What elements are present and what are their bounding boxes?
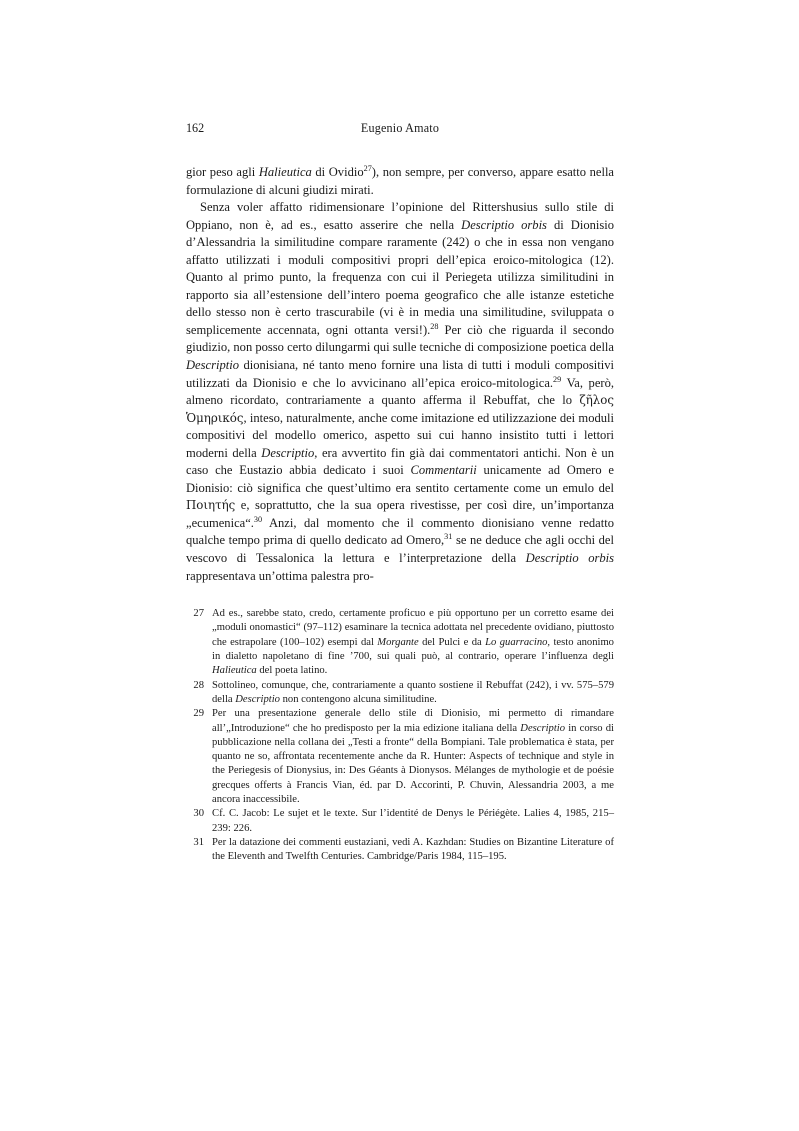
running-title: Eugenio Amato [360,121,440,135]
footnote-text: Cf. C. Jacob: Le sujet et le texte. Sur l’identité de Denys le Périégète. Lalies 4, 1985, 215–239: 226. [212,808,614,834]
body-text [186,164,614,585]
footnote-number: 27 [193,608,204,620]
paragraph: Senza voler affatto ridimensionare l’opinione del Rittershusius sullo stile di Oppiano, non è, ad es., esatto asserire che nella Descriptio orbis di Dionisio d’Alessandria la similitudine compare raramente (242) o che in essa non vengano affatto utilizzati i moduli compositivi propri dell’epica eroico-mitologica (12). Quanto al primo punto, la frequenza con cui il Periegeta utilizza similitudini in rapporto sia all’estensione dell’intero poema geografico che alle istanze estetiche dello stesso non è certo trascurabile (vi è in media una similitudine, sviluppata o semplicemente accennata, ogni ottanta versi!).$^{28}$ Per ciò che riguarda il secondo giudizio, non posso certo dilungarmi qui sulle tecniche di composizione poetica della Descriptio dionisiana, né tanto meno fornire una lista di tutti i moduli compositivi utilizzati da Dionisio e che lo avvicinano all’epica eroico-mitologica.$^{29}$ Va, però, almeno ricordato, contrariamente a quanto afferma il Rebuffat, che lo ζῆλος Ὁμηρικóς, inteso, naturalmente, anche come imitazione ed utilizzazione dei moduli compositivi del modello omerico, aspetto sui cui hanno insistito tutti i lettori moderni della Descriptio, era avvertito fin già dai commentatori antichi. Non è un caso che Eustazio abbia dedicato i suoi Commentarii unicamente ad Omero e Dionisio: ciò significa che quest’ultimo era sentito certamente come un emulo del Ποιητής e, soprattutto, che la sua opera rivestisse, per così dire, un’importanza „ecumenica“.$^{30}$ Anzi, dal momento che il commento dionisiano venne redatto qualche tempo prima di quello dedicato ad Omero,$^{31}$ se ne deduce che agli occhi del vescovo di Tessalonica la lettura e l’interpretazione della Descriptio orbis rappresentava un’ottima palestra pro- [186,200,615,583]
footnote-number: 31 [193,836,204,848]
page-content [186,118,614,864]
page-number: 162 [186,121,205,135]
footnote-number: 29 [193,708,204,720]
footnote-text: Ad es., sarebbe stato, credo, certamente proficuo e più opportuno per un corretto esame dei „moduli onomastici“ (97–112) esaminare la tecnica adottata nel precedente ovidiano, piuttosto che estrapolare (100–102) esempi dal Morgante del Pulci e da Lo guarracino, testo anonimo in dialetto napoletano di fine ’700, sui quali può, al contrario, operare l’influenza degli Halieutica del poeta latino. [212,608,614,677]
footnote-number: 30 [193,808,204,820]
footnote [186,607,614,678]
footnote-text: Sottolineo, comunque, che, contrariamente a quanto sostiene il Rebuffat (242), i vv. 575–579 della Descriptio non contengono alcuna similitudine. [212,679,614,705]
footnote [186,836,614,865]
running-head [186,118,614,138]
footnote [186,707,614,807]
paragraph: gior peso agli Halieutica di Ovidio$^{27}$), non sempre, per converso, appare esatto nella formulazione di alcuni giudizi mirati. [186,163,615,197]
footnote [186,807,614,836]
footnote-block [186,607,614,864]
footnote-number: 28 [193,679,204,691]
footnote-text: Per una presentazione generale dello stile di Dionisio, mi permetto di rimandare all’„Introduzione“ che ho predisposto per la mia edizione italiana della Descriptio in corso di pubblicazione nella collana dei „Testi a fronte“ della Bompiani. Tale problematica è stata, per quanto ne so, affrontata recentemente anche da R. Hunter: Aspects of technique and style in the Periegesis of Dionysius, in: Des Géants à Dionysos. Mélanges de mythologie et de poésie grecques offerts à Francis Vian, éd. par D. Accorinti, P. Chuvin, Alessandria 2003, a me ancora inaccessibile. [212,708,614,805]
footnote [186,679,614,708]
footnote-text: Per la datazione dei commenti eustaziani, vedi A. Kazhdan: Studies on Bizantine Literature of the Eleventh and Twelfth Centuries. Cambridge/Paris 1984, 115–195. [212,836,614,863]
